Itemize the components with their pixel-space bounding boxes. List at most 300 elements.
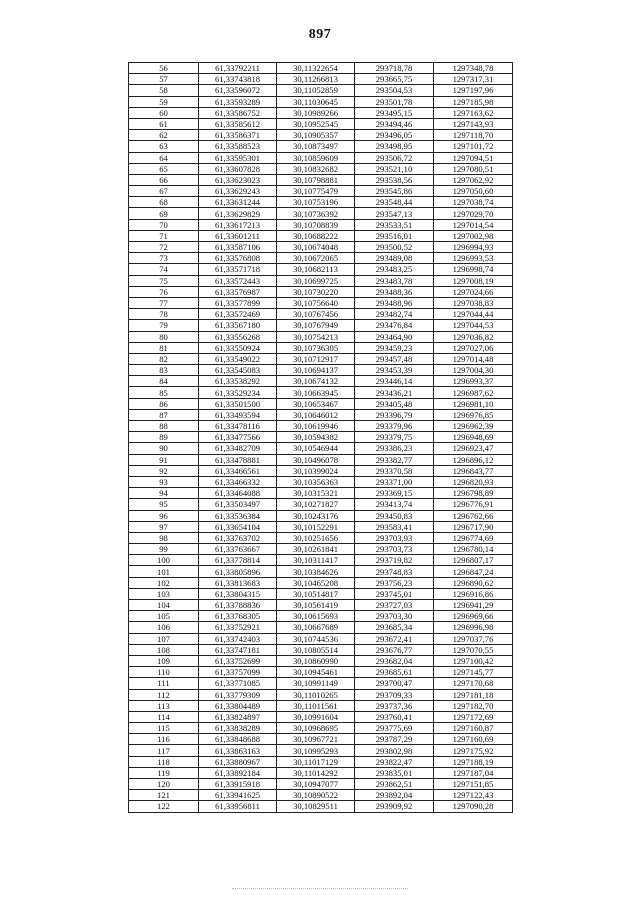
y-coordinate-cell: 1297122,43 <box>434 790 513 801</box>
x-coordinate-cell: 293382,77 <box>355 454 434 465</box>
table-row <box>129 454 513 465</box>
latitude-cell: 61,33747181 <box>199 644 277 655</box>
latitude-cell: 61,33805896 <box>199 566 277 577</box>
table-row <box>129 342 513 353</box>
y-coordinate-cell: 1297090,28 <box>434 801 513 812</box>
longitude-cell: 30,10860990 <box>277 655 355 666</box>
table-row <box>129 365 513 376</box>
y-coordinate-cell: 1297187,04 <box>434 767 513 778</box>
longitude-cell: 30,10663945 <box>277 387 355 398</box>
y-coordinate-cell: 1297101,72 <box>434 141 513 152</box>
table-row <box>129 633 513 644</box>
y-coordinate-cell: 1296996,98 <box>434 622 513 633</box>
point-number-cell: 62 <box>129 130 199 141</box>
x-coordinate-cell: 293787,29 <box>355 734 434 745</box>
table-row <box>129 219 513 230</box>
latitude-cell: 61,33556268 <box>199 331 277 342</box>
x-coordinate-cell: 293450,83 <box>355 510 434 521</box>
y-coordinate-cell: 1297027,06 <box>434 342 513 353</box>
latitude-cell: 61,33587106 <box>199 242 277 253</box>
latitude-cell: 61,33549022 <box>199 353 277 364</box>
x-coordinate-cell: 293748,83 <box>355 566 434 577</box>
table-row <box>129 286 513 297</box>
x-coordinate-cell: 293718,78 <box>355 63 434 74</box>
y-coordinate-cell: 1297160,87 <box>434 723 513 734</box>
x-coordinate-cell: 293685,61 <box>355 667 434 678</box>
x-coordinate-cell: 293583,41 <box>355 521 434 532</box>
x-coordinate-cell: 293386,23 <box>355 443 434 454</box>
point-number-cell: 61 <box>129 118 199 129</box>
table-row <box>129 264 513 275</box>
x-coordinate-cell: 293476,84 <box>355 320 434 331</box>
latitude-cell: 61,33788836 <box>199 600 277 611</box>
point-number-cell: 117 <box>129 745 199 756</box>
point-number-cell: 99 <box>129 544 199 555</box>
table-row <box>129 130 513 141</box>
y-coordinate-cell: 1296993,53 <box>434 253 513 264</box>
longitude-cell: 30,10995293 <box>277 745 355 756</box>
x-coordinate-cell: 293822,47 <box>355 756 434 767</box>
longitude-cell: 30,10514817 <box>277 588 355 599</box>
x-coordinate-cell: 293760,41 <box>355 711 434 722</box>
latitude-cell: 61,33742403 <box>199 633 277 644</box>
y-coordinate-cell: 1296976,85 <box>434 409 513 420</box>
latitude-cell: 61,33503497 <box>199 499 277 510</box>
y-coordinate-cell: 1297044,53 <box>434 320 513 331</box>
longitude-cell: 30,10694137 <box>277 365 355 376</box>
x-coordinate-cell: 293775,69 <box>355 723 434 734</box>
y-coordinate-cell: 1296807,17 <box>434 555 513 566</box>
longitude-cell: 30,10744536 <box>277 633 355 644</box>
x-coordinate-cell: 293521,10 <box>355 163 434 174</box>
table-row <box>129 242 513 253</box>
point-number-cell: 83 <box>129 365 199 376</box>
point-number-cell: 103 <box>129 588 199 599</box>
x-coordinate-cell: 293703,73 <box>355 544 434 555</box>
point-number-cell: 71 <box>129 230 199 241</box>
point-number-cell: 101 <box>129 566 199 577</box>
longitude-cell: 30,10991604 <box>277 711 355 722</box>
point-number-cell: 90 <box>129 443 199 454</box>
x-coordinate-cell: 293538,56 <box>355 174 434 185</box>
y-coordinate-cell: 1296993,37 <box>434 376 513 387</box>
longitude-cell: 30,10708839 <box>277 219 355 230</box>
latitude-cell: 61,33824897 <box>199 711 277 722</box>
longitude-cell: 30,10736305 <box>277 342 355 353</box>
x-coordinate-cell: 293464,90 <box>355 331 434 342</box>
y-coordinate-cell: 1297163,62 <box>434 107 513 118</box>
y-coordinate-cell: 1296896,12 <box>434 454 513 465</box>
point-number-cell: 64 <box>129 152 199 163</box>
y-coordinate-cell: 1296941,29 <box>434 600 513 611</box>
x-coordinate-cell: 293909,92 <box>355 801 434 812</box>
point-number-cell: 92 <box>129 465 199 476</box>
table-row <box>129 790 513 801</box>
longitude-cell: 30,10152291 <box>277 521 355 532</box>
table-row <box>129 331 513 342</box>
longitude-cell: 30,10674132 <box>277 376 355 387</box>
y-coordinate-cell: 1296998,74 <box>434 264 513 275</box>
x-coordinate-cell: 293371,00 <box>355 476 434 487</box>
latitude-cell: 61,33778814 <box>199 555 277 566</box>
table-row <box>129 622 513 633</box>
latitude-cell: 61,33629243 <box>199 186 277 197</box>
table-row <box>129 96 513 107</box>
table-row <box>129 566 513 577</box>
y-coordinate-cell: 1297182,70 <box>434 700 513 711</box>
x-coordinate-cell: 293459,23 <box>355 342 434 353</box>
y-coordinate-cell: 1296847,24 <box>434 566 513 577</box>
longitude-cell: 30,11266813 <box>277 74 355 85</box>
longitude-cell: 30,11010265 <box>277 689 355 700</box>
point-number-cell: 72 <box>129 242 199 253</box>
point-number-cell: 102 <box>129 577 199 588</box>
x-coordinate-cell: 293489,08 <box>355 253 434 264</box>
longitude-cell: 30,11011561 <box>277 700 355 711</box>
latitude-cell: 61,33567180 <box>199 320 277 331</box>
point-number-cell: 110 <box>129 667 199 678</box>
table-row <box>129 700 513 711</box>
point-number-cell: 106 <box>129 622 199 633</box>
point-number-cell: 96 <box>129 510 199 521</box>
x-coordinate-cell: 293495,15 <box>355 107 434 118</box>
latitude-cell: 61,33588523 <box>199 141 277 152</box>
y-coordinate-cell: 1297094,51 <box>434 152 513 163</box>
point-number-cell: 112 <box>129 689 199 700</box>
x-coordinate-cell: 293756,23 <box>355 577 434 588</box>
longitude-cell: 30,10767949 <box>277 320 355 331</box>
latitude-cell: 61,33464088 <box>199 488 277 499</box>
x-coordinate-cell: 293457,48 <box>355 353 434 364</box>
latitude-cell: 61,33601211 <box>199 230 277 241</box>
longitude-cell: 30,10688222 <box>277 230 355 241</box>
y-coordinate-cell: 1297100,42 <box>434 655 513 666</box>
point-number-cell: 66 <box>129 174 199 185</box>
point-number-cell: 113 <box>129 700 199 711</box>
point-number-cell: 93 <box>129 476 199 487</box>
point-number-cell: 69 <box>129 208 199 219</box>
x-coordinate-cell: 293482,74 <box>355 309 434 320</box>
y-coordinate-cell: 1297317,31 <box>434 74 513 85</box>
y-coordinate-cell: 1296776,91 <box>434 499 513 510</box>
latitude-cell: 61,33482709 <box>199 443 277 454</box>
latitude-cell: 61,33466561 <box>199 465 277 476</box>
point-number-cell: 98 <box>129 532 199 543</box>
table-row <box>129 476 513 487</box>
longitude-cell: 30,11030645 <box>277 96 355 107</box>
x-coordinate-cell: 293516,01 <box>355 230 434 241</box>
point-number-cell: 70 <box>129 219 199 230</box>
x-coordinate-cell: 293488,96 <box>355 297 434 308</box>
x-coordinate-cell: 293488,36 <box>355 286 434 297</box>
y-coordinate-cell: 1297181,18 <box>434 689 513 700</box>
latitude-cell: 61,33654104 <box>199 521 277 532</box>
point-number-cell: 88 <box>129 421 199 432</box>
table-row <box>129 320 513 331</box>
latitude-cell: 61,33576987 <box>199 286 277 297</box>
y-coordinate-cell: 1296916,86 <box>434 588 513 599</box>
latitude-cell: 61,33617213 <box>199 219 277 230</box>
table-row <box>129 309 513 320</box>
point-number-cell: 120 <box>129 779 199 790</box>
x-coordinate-cell: 293892,04 <box>355 790 434 801</box>
latitude-cell: 61,33529234 <box>199 387 277 398</box>
point-number-cell: 58 <box>129 85 199 96</box>
point-number-cell: 108 <box>129 644 199 655</box>
y-coordinate-cell: 1296843,77 <box>434 465 513 476</box>
longitude-cell: 30,10699725 <box>277 275 355 286</box>
point-number-cell: 67 <box>129 186 199 197</box>
table-row <box>129 745 513 756</box>
point-number-cell: 104 <box>129 600 199 611</box>
x-coordinate-cell: 293483,78 <box>355 275 434 286</box>
latitude-cell: 61,33848688 <box>199 734 277 745</box>
table-row <box>129 376 513 387</box>
latitude-cell: 61,33771085 <box>199 678 277 689</box>
x-coordinate-cell: 293835,01 <box>355 767 434 778</box>
table-row <box>129 644 513 655</box>
y-coordinate-cell: 1297050,60 <box>434 186 513 197</box>
longitude-cell: 30,10465208 <box>277 577 355 588</box>
longitude-cell: 30,10736392 <box>277 208 355 219</box>
y-coordinate-cell: 1296820,93 <box>434 476 513 487</box>
latitude-cell: 61,33779309 <box>199 689 277 700</box>
longitude-cell: 30,10594382 <box>277 432 355 443</box>
table-row <box>129 297 513 308</box>
longitude-cell: 30,10546944 <box>277 443 355 454</box>
latitude-cell: 61,33804489 <box>199 700 277 711</box>
y-coordinate-cell: 1296717,90 <box>434 521 513 532</box>
latitude-cell: 61,33743818 <box>199 74 277 85</box>
y-coordinate-cell: 1296969,66 <box>434 611 513 622</box>
longitude-cell: 30,10251656 <box>277 532 355 543</box>
latitude-cell: 61,33838289 <box>199 723 277 734</box>
longitude-cell: 30,10754213 <box>277 331 355 342</box>
point-number-cell: 68 <box>129 197 199 208</box>
longitude-cell: 30,10767456 <box>277 309 355 320</box>
latitude-cell: 61,33863163 <box>199 745 277 756</box>
y-coordinate-cell: 1296987,62 <box>434 387 513 398</box>
x-coordinate-cell: 293682,04 <box>355 655 434 666</box>
longitude-cell: 30,10945461 <box>277 667 355 678</box>
table-row <box>129 432 513 443</box>
y-coordinate-cell: 1297175,92 <box>434 745 513 756</box>
longitude-cell: 30,10615693 <box>277 611 355 622</box>
longitude-cell: 30,10311417 <box>277 555 355 566</box>
table-row <box>129 544 513 555</box>
y-coordinate-cell: 1296948,69 <box>434 432 513 443</box>
y-coordinate-cell: 1297044,44 <box>434 309 513 320</box>
table-row <box>129 197 513 208</box>
x-coordinate-cell: 293676,77 <box>355 644 434 655</box>
longitude-cell: 30,10859609 <box>277 152 355 163</box>
y-coordinate-cell: 1297029,70 <box>434 208 513 219</box>
point-number-cell: 116 <box>129 734 199 745</box>
point-number-cell: 77 <box>129 297 199 308</box>
latitude-cell: 61,33607828 <box>199 163 277 174</box>
latitude-cell: 61,33941625 <box>199 790 277 801</box>
latitude-cell: 61,33576808 <box>199 253 277 264</box>
y-coordinate-cell: 1296962,39 <box>434 421 513 432</box>
table-row <box>129 532 513 543</box>
y-coordinate-cell: 1297188,19 <box>434 756 513 767</box>
point-number-cell: 82 <box>129 353 199 364</box>
y-coordinate-cell: 1297038,74 <box>434 197 513 208</box>
point-number-cell: 114 <box>129 711 199 722</box>
table-row <box>129 275 513 286</box>
longitude-cell: 30,11017129 <box>277 756 355 767</box>
point-number-cell: 73 <box>129 253 199 264</box>
longitude-cell: 30,10873497 <box>277 141 355 152</box>
y-coordinate-cell: 1297172,69 <box>434 711 513 722</box>
latitude-cell: 61,33478116 <box>199 421 277 432</box>
x-coordinate-cell: 293665,75 <box>355 74 434 85</box>
latitude-cell: 61,33595301 <box>199 152 277 163</box>
latitude-cell: 61,33585612 <box>199 118 277 129</box>
point-number-cell: 100 <box>129 555 199 566</box>
point-number-cell: 80 <box>129 331 199 342</box>
latitude-cell: 61,33493594 <box>199 409 277 420</box>
table-row <box>129 734 513 745</box>
table-row <box>129 499 513 510</box>
latitude-cell: 61,33956811 <box>199 801 277 812</box>
latitude-cell: 61,33792211 <box>199 63 277 74</box>
longitude-cell: 30,10653467 <box>277 398 355 409</box>
longitude-cell: 30,10667689 <box>277 622 355 633</box>
point-number-cell: 95 <box>129 499 199 510</box>
table-row <box>129 600 513 611</box>
table-row <box>129 443 513 454</box>
longitude-cell: 30,10967721 <box>277 734 355 745</box>
y-coordinate-cell: 1297145,77 <box>434 667 513 678</box>
y-coordinate-cell: 1297160,69 <box>434 734 513 745</box>
latitude-cell: 61,33813683 <box>199 577 277 588</box>
table-row <box>129 107 513 118</box>
point-number-cell: 79 <box>129 320 199 331</box>
latitude-cell: 61,33536384 <box>199 510 277 521</box>
table-row <box>129 208 513 219</box>
table-row <box>129 588 513 599</box>
y-coordinate-cell: 1297070,55 <box>434 644 513 655</box>
table-row <box>129 577 513 588</box>
y-coordinate-cell: 1297348,78 <box>434 63 513 74</box>
x-coordinate-cell: 293501,78 <box>355 96 434 107</box>
table-row <box>129 711 513 722</box>
point-number-cell: 57 <box>129 74 199 85</box>
longitude-cell: 30,10399024 <box>277 465 355 476</box>
x-coordinate-cell: 293494,46 <box>355 118 434 129</box>
table-row <box>129 118 513 129</box>
table-row <box>129 186 513 197</box>
x-coordinate-cell: 293737,36 <box>355 700 434 711</box>
longitude-cell: 30,10890522 <box>277 790 355 801</box>
latitude-cell: 61,33892184 <box>199 767 277 778</box>
latitude-cell: 61,33623023 <box>199 174 277 185</box>
point-number-cell: 121 <box>129 790 199 801</box>
table-row <box>129 353 513 364</box>
longitude-cell: 30,10832682 <box>277 163 355 174</box>
table-row <box>129 801 513 812</box>
page-bottom-rule <box>232 888 408 889</box>
longitude-cell: 30,10261841 <box>277 544 355 555</box>
point-number-cell: 91 <box>129 454 199 465</box>
point-number-cell: 56 <box>129 63 199 74</box>
y-coordinate-cell: 1297151,85 <box>434 779 513 790</box>
longitude-cell: 30,10674048 <box>277 242 355 253</box>
table-row <box>129 723 513 734</box>
coordinates-table-body <box>129 63 513 813</box>
longitude-cell: 30,10952545 <box>277 118 355 129</box>
y-coordinate-cell: 1297014,54 <box>434 219 513 230</box>
y-coordinate-cell: 1296798,89 <box>434 488 513 499</box>
y-coordinate-cell: 1297118,70 <box>434 130 513 141</box>
point-number-cell: 81 <box>129 342 199 353</box>
table-row <box>129 409 513 420</box>
x-coordinate-cell: 293709,33 <box>355 689 434 700</box>
latitude-cell: 61,33538292 <box>199 376 277 387</box>
x-coordinate-cell: 293413,74 <box>355 499 434 510</box>
x-coordinate-cell: 293745,01 <box>355 588 434 599</box>
latitude-cell: 61,33629829 <box>199 208 277 219</box>
y-coordinate-cell: 1296890,62 <box>434 577 513 588</box>
longitude-cell: 30,10315321 <box>277 488 355 499</box>
y-coordinate-cell: 1297080,51 <box>434 163 513 174</box>
x-coordinate-cell: 293672,41 <box>355 633 434 644</box>
table-row <box>129 555 513 566</box>
longitude-cell: 30,10619946 <box>277 421 355 432</box>
table-row <box>129 387 513 398</box>
table-row <box>129 230 513 241</box>
table-row <box>129 163 513 174</box>
y-coordinate-cell: 1297038,83 <box>434 297 513 308</box>
latitude-cell: 61,33501500 <box>199 398 277 409</box>
longitude-cell: 30,10384626 <box>277 566 355 577</box>
table-row <box>129 611 513 622</box>
longitude-cell: 30,10775479 <box>277 186 355 197</box>
point-number-cell: 85 <box>129 387 199 398</box>
longitude-cell: 30,10756640 <box>277 297 355 308</box>
table-row <box>129 63 513 74</box>
y-coordinate-cell: 1297062,92 <box>434 174 513 185</box>
table-row <box>129 756 513 767</box>
latitude-cell: 61,33577899 <box>199 297 277 308</box>
point-number-cell: 86 <box>129 398 199 409</box>
table-row <box>129 488 513 499</box>
x-coordinate-cell: 293496,05 <box>355 130 434 141</box>
point-number-cell: 75 <box>129 275 199 286</box>
longitude-cell: 30,11322654 <box>277 63 355 74</box>
latitude-cell: 61,33752699 <box>199 655 277 666</box>
point-number-cell: 89 <box>129 432 199 443</box>
y-coordinate-cell: 1297024,66 <box>434 286 513 297</box>
point-number-cell: 107 <box>129 633 199 644</box>
latitude-cell: 61,33586752 <box>199 107 277 118</box>
x-coordinate-cell: 293548,44 <box>355 197 434 208</box>
x-coordinate-cell: 293700,47 <box>355 678 434 689</box>
x-coordinate-cell: 293862,51 <box>355 779 434 790</box>
latitude-cell: 61,33631244 <box>199 197 277 208</box>
y-coordinate-cell: 1297185,98 <box>434 96 513 107</box>
longitude-cell: 30,10243176 <box>277 510 355 521</box>
point-number-cell: 84 <box>129 376 199 387</box>
point-number-cell: 59 <box>129 96 199 107</box>
x-coordinate-cell: 293506,72 <box>355 152 434 163</box>
y-coordinate-cell: 1297197,96 <box>434 85 513 96</box>
point-number-cell: 111 <box>129 678 199 689</box>
x-coordinate-cell: 293379,75 <box>355 432 434 443</box>
y-coordinate-cell: 1297037,76 <box>434 633 513 644</box>
longitude-cell: 30,10271827 <box>277 499 355 510</box>
